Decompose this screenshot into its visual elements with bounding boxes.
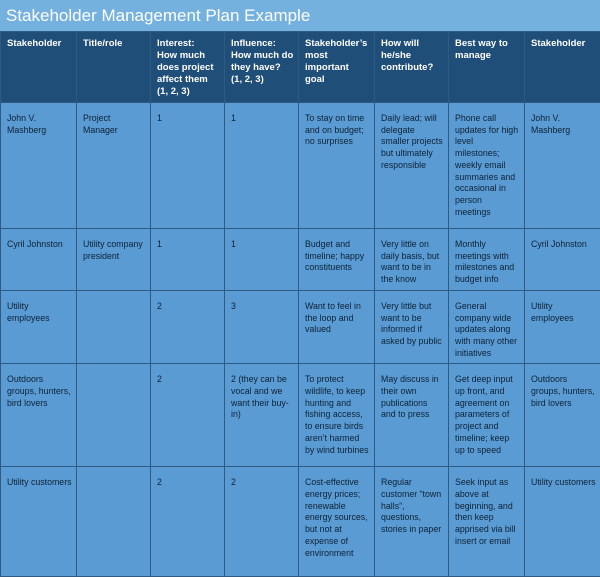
cell-stakeholder: Outdoors groups, hunters, bird lovers	[1, 364, 77, 467]
cell-manage: Phone call updates for high level milestones; weekly email summaries and occasional in person meetings	[449, 103, 525, 229]
header-goal: Stakeholder’s most important goal	[299, 32, 375, 103]
cell-influence: 3	[225, 290, 299, 364]
cell-contribution: Daily lead; will delegate smaller projects but ultimately responsible	[375, 103, 449, 229]
cell-title-role	[77, 364, 151, 467]
header-stakeholder: Stakeholder	[1, 32, 77, 103]
cell-contribution: Very little but want to be informed if asked by public	[375, 290, 449, 364]
cell-interest: 2	[151, 467, 225, 577]
cell-stakeholder-repeat: Cyril Johnston	[525, 229, 600, 291]
document-title: Stakeholder Management Plan Example	[0, 0, 600, 31]
header-influence: Influence: How much do they have? (1, 2, 3)	[225, 32, 299, 103]
table-row	[1, 364, 600, 467]
cell-influence: 1	[225, 229, 299, 291]
cell-manage: General company wide updates along with many other initiatives	[449, 290, 525, 364]
header-title-role: Title/role	[77, 32, 151, 103]
cell-contribution: Very little on daily basis, but want to be in the know	[375, 229, 449, 291]
cell-goal: Cost-effective energy prices; renewable energy sources, but not at expense of environment	[299, 467, 375, 577]
header-interest: Interest: How much does project affect them (1, 2, 3)	[151, 32, 225, 103]
cell-interest: 2	[151, 290, 225, 364]
header-manage: Best way to manage	[449, 32, 525, 103]
cell-title-role	[77, 467, 151, 577]
stakeholder-table	[0, 31, 600, 577]
table-row	[1, 290, 600, 364]
table-row	[1, 229, 600, 291]
cell-goal: Want to feel in the loop and valued	[299, 290, 375, 364]
cell-stakeholder-repeat: Utility customers	[525, 467, 600, 577]
cell-stakeholder-repeat: Outdoors groups, hunters, bird lovers	[525, 364, 600, 467]
cell-goal: To protect wildlife, to keep hunting and fishing access, to ensure birds aren’t harmed by wind turbines	[299, 364, 375, 467]
cell-manage: Seek input as above at beginning, and then keep apprised via bill insert or email	[449, 467, 525, 577]
cell-stakeholder-repeat: John V. Mashberg	[525, 103, 600, 229]
cell-contribution: May discuss in their own publications and to press	[375, 364, 449, 467]
table-header-row	[1, 32, 600, 103]
cell-manage: Get deep input up front, and agreement on parameters of project and timeline; keep up to speed	[449, 364, 525, 467]
header-contribution: How will he/she contribute?	[375, 32, 449, 103]
cell-contribution: Regular customer “town halls”, questions, stories in paper	[375, 467, 449, 577]
cell-title-role: Project Manager	[77, 103, 151, 229]
table-row	[1, 467, 600, 577]
cell-stakeholder: Utility customers	[1, 467, 77, 577]
header-stakeholder-repeat: Stakeholder	[525, 32, 600, 103]
cell-manage: Monthly meetings with milestones and budget info	[449, 229, 525, 291]
cell-interest: 1	[151, 103, 225, 229]
cell-influence: 2	[225, 467, 299, 577]
cell-title-role	[77, 290, 151, 364]
cell-stakeholder: Cyril Johnston	[1, 229, 77, 291]
cell-interest: 1	[151, 229, 225, 291]
cell-interest: 2	[151, 364, 225, 467]
cell-stakeholder: John V. Mashberg	[1, 103, 77, 229]
cell-stakeholder-repeat: Utility employees	[525, 290, 600, 364]
cell-title-role: Utility company president	[77, 229, 151, 291]
cell-goal: Budget and timeline; happy constituents	[299, 229, 375, 291]
table-row	[1, 103, 600, 229]
cell-stakeholder: Utility employees	[1, 290, 77, 364]
cell-goal: To stay on time and on budget; no surprises	[299, 103, 375, 229]
cell-influence: 1	[225, 103, 299, 229]
cell-influence: 2 (they can be vocal and we want their buy-in)	[225, 364, 299, 467]
